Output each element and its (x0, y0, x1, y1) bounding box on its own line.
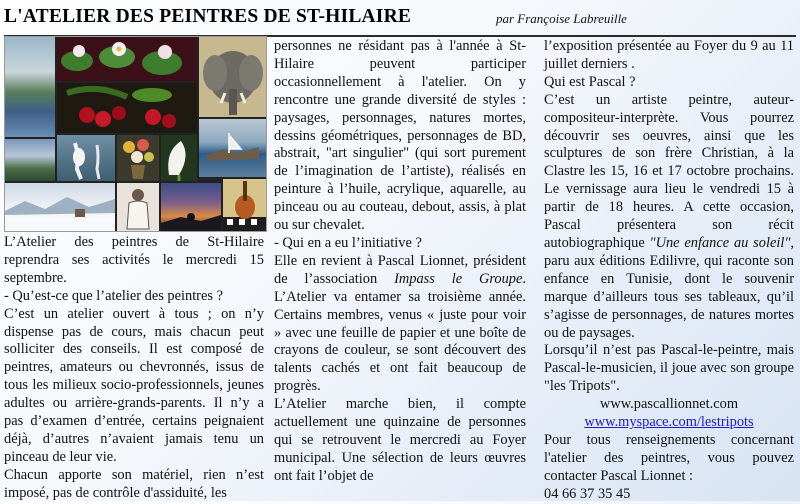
atelier-status-paragraph: L’Atelier marche bien, il compte actuellement une quinzaine de personnes qui se retrouvent le mercredi au Foyer municipal. Une sélection de leurs œuvres ont fait l’objet de (274, 396, 526, 484)
column-left (4, 234, 264, 503)
intro-paragraph: L’Atelier des peintres de St-Hilaire reprendra ses activités le mercredi 15 septembre. (4, 234, 264, 286)
herons-tile (57, 135, 115, 181)
snowy-village-tile (5, 183, 115, 231)
blue-landscape-tile (5, 139, 55, 181)
water-lilies-tile (57, 37, 197, 81)
myspace-link[interactable]: www.myspace.com/lestripots (584, 414, 754, 431)
question-initiative: - Qui en a eu l’initiative ? (274, 234, 422, 251)
sunset-silhouette-tile (161, 183, 221, 231)
book-title: "Une enfance au soleil", (649, 234, 795, 251)
association-name: Impass le Groupe (394, 270, 523, 287)
question-what-is-atelier: - Qu’est-ce que l’atelier des peintres ? (4, 287, 223, 304)
contact-paragraph: Pour tous renseignements concernant l'atelier des peintres, vous pouvez contacter Pascal Lionnet : (544, 431, 794, 484)
musician-paragraph: Lorsqu’il n’est pas Pascal-le-peintre, mais Pascal-le-musicien, il joue avec son groupe "les Tripots". (544, 342, 794, 395)
exhibition-paragraph: l’exposition présentée au Foyer du 9 au 11 juillet derniers . (544, 38, 794, 72)
initiative-paragraph: Elle en revient à Pascal Lionnet, président de l’association Impass le Groupe. L’Atelier va entamer sa troisième année. Certains membres, venus « juste pour voir » avec une feuille de papier et une boîte de crayons de couleur, se sont découvert des talents cachés et ont fait beaucoup de progrès. (274, 252, 526, 395)
harbor-tile (199, 119, 266, 177)
elephant-tile (199, 37, 266, 117)
article-title: L'ATELIER DES PEINTRES DE ST-HILAIRE (4, 6, 412, 27)
question-who-is-pascal: Qui est Pascal ? (544, 73, 636, 90)
materials-paragraph: Chacun apporte son matériel, rien n’est imposé, pas de contrôle d'assiduité, les (4, 466, 264, 501)
pascal-bio-paragraph: C’est un artiste peintre, auteur-compositeur-interprète. Vous pourrez découvrir ses oeuvres, ainsi que les sculptures de son frère Christian, à la Clastre les 15, 16 et 17 octobre prochains. Le vernissage aura lieu le vendredi 15 à partir de 18 heures. A cette occasion, Pascal présentera son récit autobiographique "Une enfance au soleil", paru aux éditions Edilivre, qui raconte son enfance en Tunisie, dont le souvenir marque d’ailleurs tous ses tableaux, qu’il s’agisse de personnages, de natures mortes ou de paysages. (544, 91, 795, 341)
guitar-tile (223, 179, 266, 231)
flower-bouquet-tile (117, 135, 159, 181)
diversity-paragraph: personnes ne résidant pas à l'année à St-Hilaire peuvent participer occasionnellement à l'atelier. On y rencontre une grande diversité de styles : paysages, personnages, natures mortes, dessins géométriques, personnages de BD, abstrait, "art singulier" (qui sort purement de l’imagination de l’artiste), réalisés en peinture à l’huile, acrylique, aquarelle, au pinceau ou au couteau, debout, assis, à plat ou sur chevalet. (274, 38, 526, 234)
column-middle (274, 38, 526, 486)
website-pascal: www.pascallionnet.com (599, 396, 739, 413)
calla-lily-tile (161, 135, 197, 181)
woman-figure-tile (117, 183, 159, 231)
cherries-tile (57, 83, 197, 133)
phone-number: 04 66 37 35 45 (544, 485, 631, 502)
author-byline: par Françoise Labreuille (496, 11, 627, 26)
column-right (544, 38, 794, 504)
answer-open-workshop: C’est un atelier ouvert à tous ; on n’y dispense pas de cours, mais chacun peut solliciter des conseils. Il est composé de peintres, amateurs ou chevronnés, issus de tous les milieux socio-professionnels, jeunes adultes ou arrière-grands-parents. Il n’y a pas d’examen d’entrée, certains peignaient déjà, d’autres n’avaient jamais tenu un pinceau de leur vie. (4, 305, 264, 465)
lake-landscape-tile (5, 37, 55, 137)
article-header (4, 6, 796, 36)
paintings-collage-photo (4, 36, 267, 232)
